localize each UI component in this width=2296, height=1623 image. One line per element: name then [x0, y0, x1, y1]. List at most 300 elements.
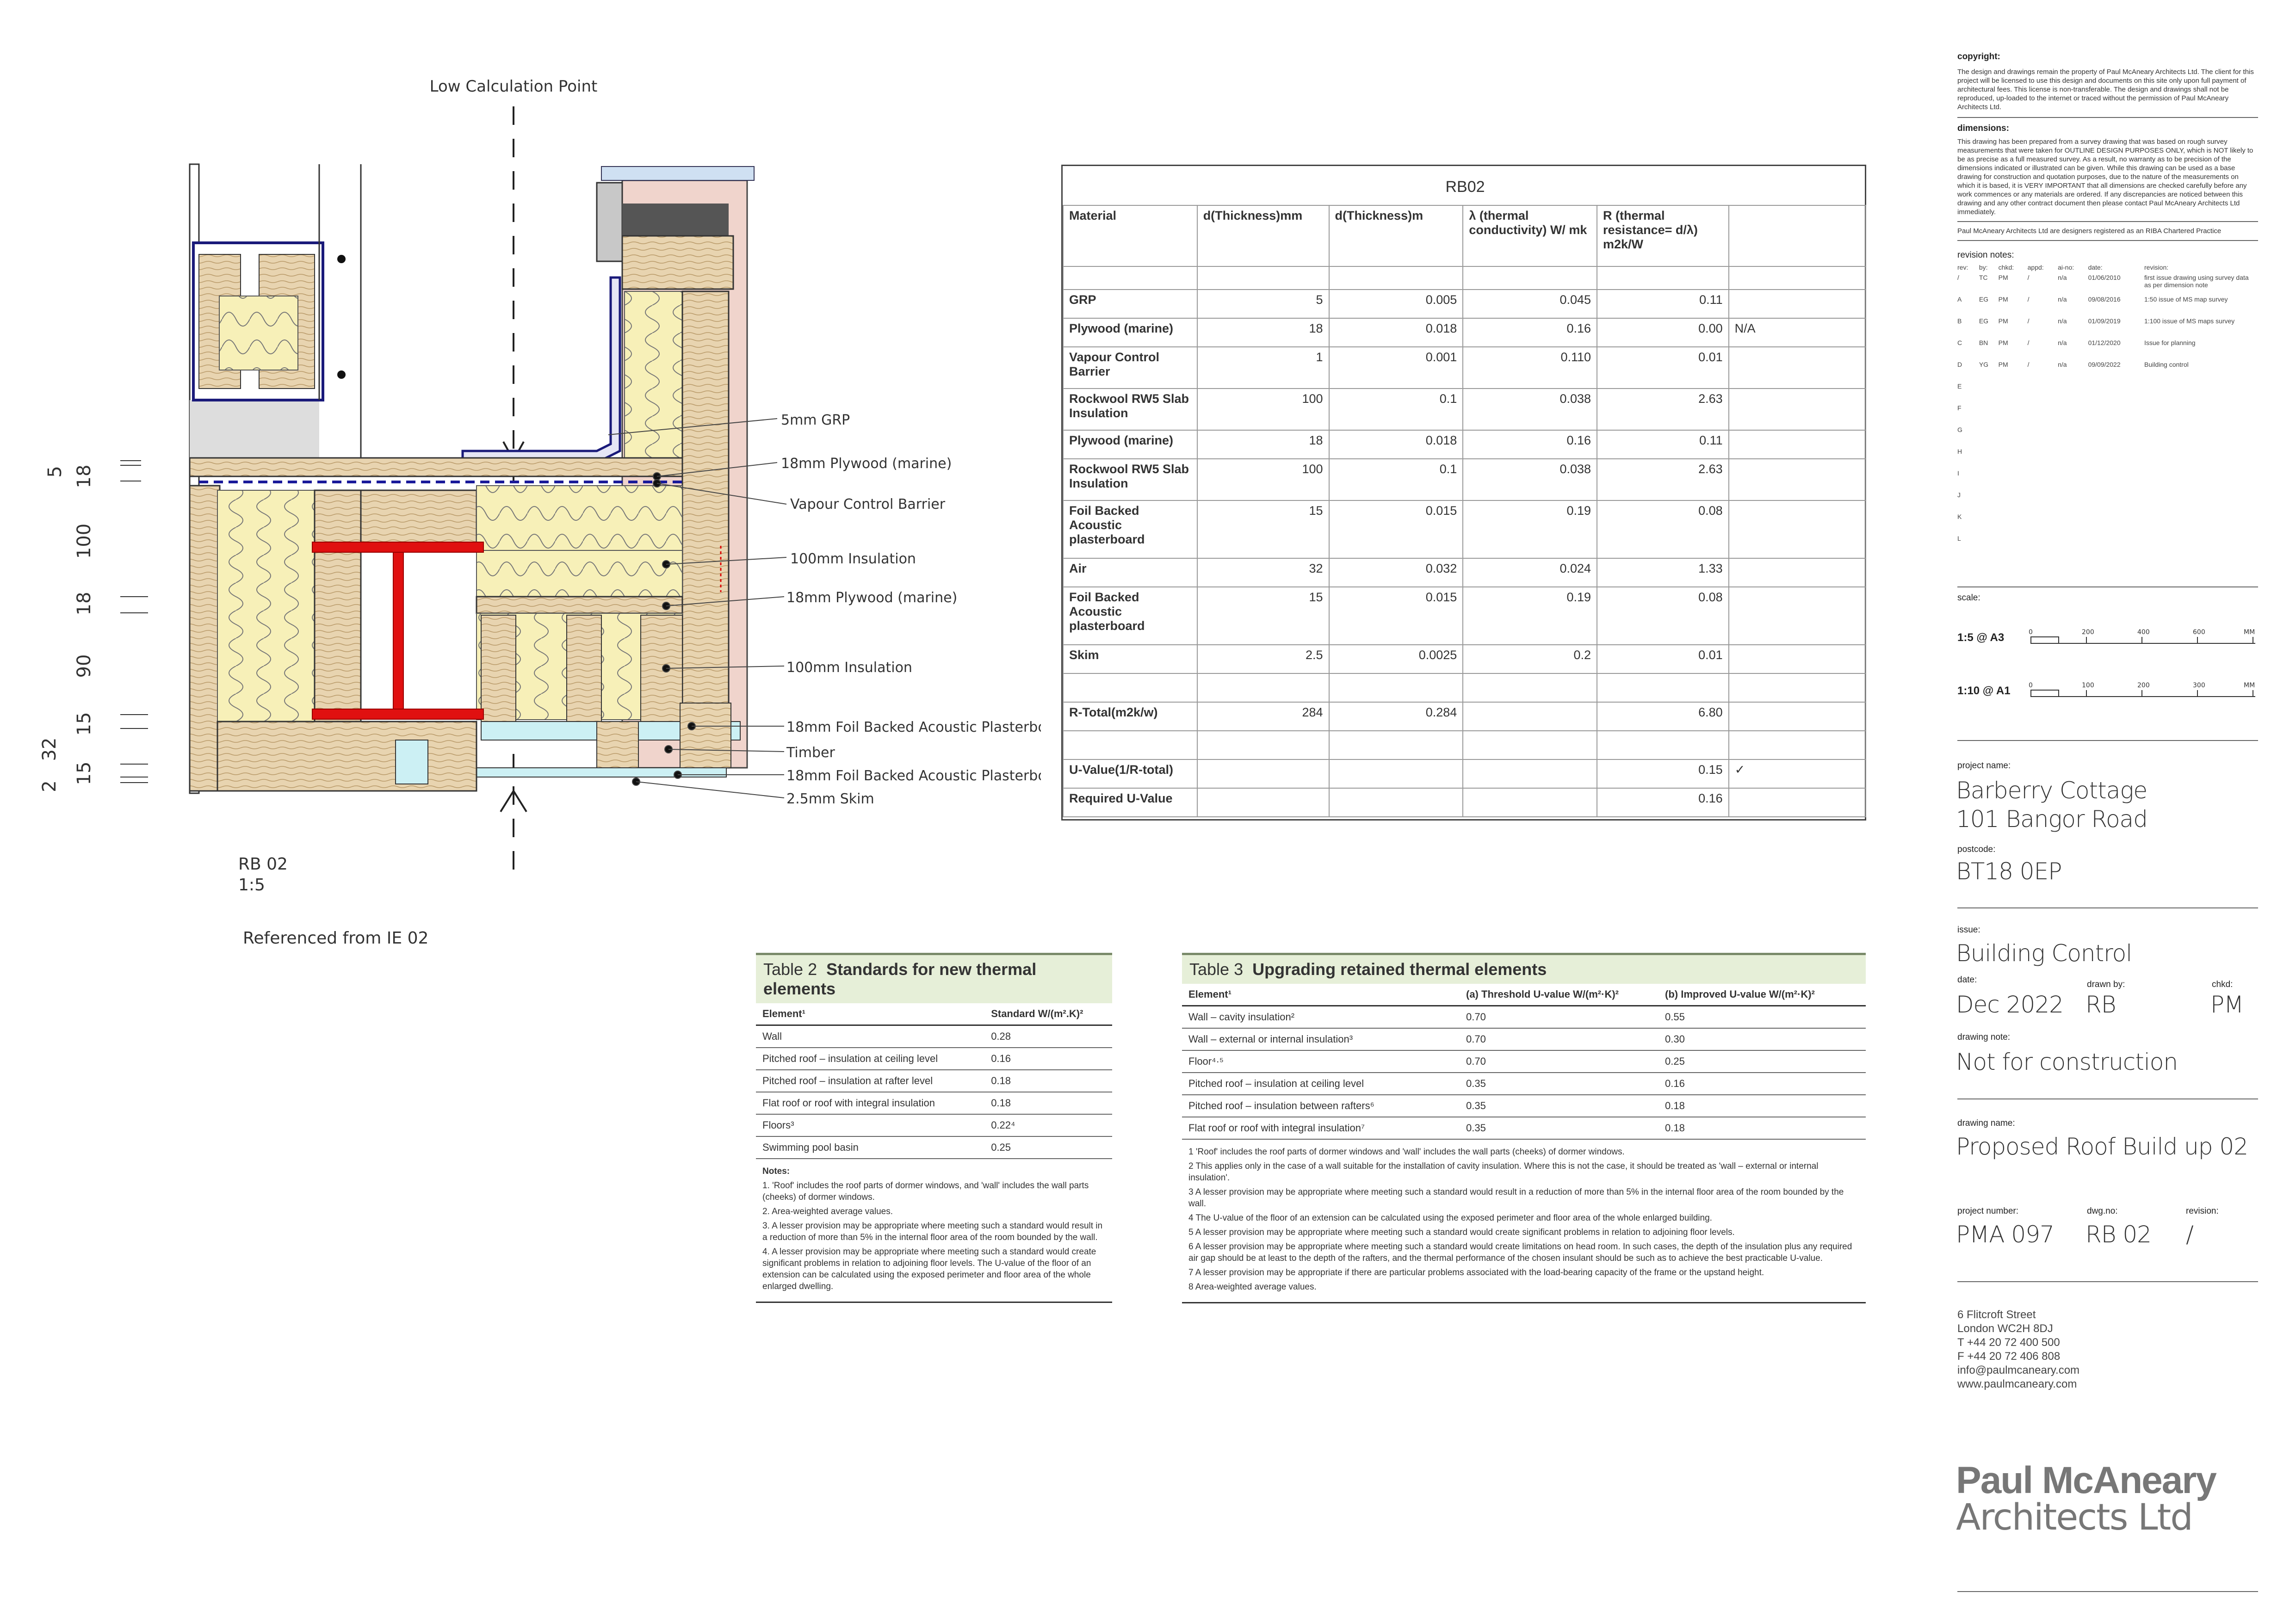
rb02-cell — [1329, 788, 1463, 817]
table2-notes — [756, 1159, 1112, 1299]
rb02-cell: Skim — [1063, 645, 1197, 673]
rb02-row — [1063, 702, 1866, 731]
revision-cell — [2088, 533, 2144, 555]
dim-32: 32 — [39, 737, 60, 761]
rb02-cell: 0.038 — [1463, 459, 1597, 500]
table2-grid — [756, 1003, 1112, 1159]
rb02-cell: 1.33 — [1597, 558, 1729, 587]
revision-cell: F — [1957, 404, 1962, 412]
table3-row — [1182, 1006, 1866, 1029]
revision-cell — [2058, 381, 2088, 403]
rb02-cell: 0.024 — [1463, 558, 1597, 587]
rb02-header-3: λ (thermal conductivity) W/ mk — [1463, 205, 1597, 266]
scale1-tick-3: 600 — [2193, 629, 2205, 636]
rb02-cell: 15 — [1197, 500, 1329, 558]
scale-bar-1 — [2026, 627, 2258, 654]
rb02-cell: 0.16 — [1463, 318, 1597, 347]
rb02-cell: Required U-Value — [1063, 788, 1197, 817]
label-plasterboard-1: 18mm Foil Backed Acoustic Plasterboard — [786, 719, 1041, 735]
revision-cell: / — [2027, 361, 2030, 368]
table2-col-element: Element¹ — [756, 1003, 984, 1025]
scale2-tick-4: MM — [2244, 682, 2255, 689]
rb02-cell: 0.19 — [1463, 500, 1597, 558]
label-vcb: Vapour Control Barrier — [790, 496, 946, 512]
revision-row — [1957, 381, 2258, 403]
rb02-cell: 2.63 — [1597, 459, 1729, 500]
rb02-cell: Rockwool RW5 Slab Insulation — [1063, 389, 1197, 430]
rb02-cell — [1063, 731, 1197, 759]
table3-row — [1182, 1095, 1866, 1117]
table3-cell: 0.55 — [1659, 1006, 1866, 1029]
rb02-cell: 0.01 — [1597, 645, 1729, 673]
table2-cell: Pitched roof – insulation at rafter level — [756, 1070, 984, 1092]
rb02-cell — [1729, 587, 1866, 645]
revision-cell — [1979, 403, 1999, 425]
address-block — [1957, 1308, 2079, 1391]
revision-cell: 01/12/2020 — [2088, 339, 2121, 346]
table2-title: Standards for new thermal elements — [763, 960, 1037, 998]
revision-cell — [2088, 490, 2144, 512]
table2-col-standard: Standard W/(m².K)² — [984, 1003, 1112, 1025]
revision-cell — [2028, 490, 2058, 512]
rb02-cell — [1729, 673, 1866, 702]
table2-row — [756, 1136, 1112, 1159]
rb02-cell — [1729, 558, 1866, 587]
revision-cell: B — [1957, 317, 1962, 325]
scale1-tick-4: MM — [2244, 629, 2255, 636]
revision-cell — [2058, 446, 2088, 468]
rb02-cell — [1597, 731, 1729, 759]
revision-cell — [2144, 490, 2258, 512]
date: Dec 2022 — [1956, 991, 2063, 1018]
revision-header: chkd: — [1998, 264, 2014, 271]
rb02-cell: 0.018 — [1329, 318, 1463, 347]
copyright-label: copyright: — [1957, 52, 2000, 62]
revision-cell — [1999, 381, 2028, 403]
table2-note: 2. Area-weighted average values. — [762, 1207, 893, 1216]
scale2-tick-2: 200 — [2137, 682, 2150, 689]
revision-cell: EG — [1979, 317, 1989, 325]
rb02-cell: 0.08 — [1597, 587, 1729, 645]
label-insulation-2: 100mm Insulation — [786, 660, 912, 676]
revision-cell — [2088, 512, 2144, 533]
scale2-tick-0: 0 — [2029, 682, 2033, 689]
rb02-cell: 0.19 — [1463, 587, 1597, 645]
revision-cell: 09/08/2016 — [2088, 296, 2121, 303]
rb02-row — [1063, 673, 1866, 702]
table2 — [756, 953, 1112, 1303]
table3-col-1: (a) Threshold U-value W/(m²·K)² — [1460, 984, 1659, 1006]
table3-row — [1182, 1117, 1866, 1139]
rb02-cell: 0.11 — [1597, 290, 1729, 318]
rb02-cell: U-Value(1/R-total) — [1063, 759, 1197, 788]
project-number-label: project number: — [1957, 1206, 2019, 1216]
table3-note: 5 A lesser provision may be appropriate where meeting such a standard would create significant problems in relation to adjoining floor levels. — [1188, 1228, 1735, 1237]
revision-cell: 1:100 issue of MS maps survey — [2144, 317, 2235, 325]
revision-cell: PM — [1998, 296, 2008, 303]
revision-cell — [2144, 512, 2258, 533]
rb02-header-4: R (thermal resistance= d/λ) m2k/W — [1597, 205, 1729, 266]
postcode-label: postcode: — [1957, 845, 1996, 854]
rb02-cell — [1463, 673, 1597, 702]
rb02-row — [1063, 645, 1866, 673]
revision-row — [1957, 272, 2258, 294]
table3-cell: Flat roof or roof with integral insulation⁷ — [1182, 1117, 1460, 1139]
revision-cell: E — [1957, 383, 1962, 390]
dim-5: 5 — [44, 466, 66, 478]
rb02-cell — [1729, 266, 1866, 290]
rb02-row — [1063, 759, 1866, 788]
drawing-scale: 1:5 — [238, 876, 265, 895]
revision-cell — [2028, 468, 2058, 490]
rb02-cell: 0.018 — [1329, 430, 1463, 459]
rb02-cell — [1463, 702, 1597, 731]
revision-cell: EG — [1979, 296, 1989, 303]
revision-cell — [1999, 446, 2028, 468]
table3-cell: Pitched roof – insulation between rafters⁶ — [1182, 1095, 1460, 1117]
address-line: 6 Flitcroft Street — [1957, 1308, 2036, 1321]
table3-cell: 0.70 — [1460, 1006, 1659, 1029]
revision-cell — [1999, 425, 2028, 446]
rb02-cell: 0.015 — [1329, 587, 1463, 645]
table3-note: 2 This applies only in the case of a wall suitable for the installation of cavity insulation. Where this is not the case, it should be treated as 'wall – external or internal insulation'. — [1188, 1161, 1819, 1183]
rb02-cell — [1597, 673, 1729, 702]
rb02-calc-table — [1061, 165, 1866, 821]
scale2-label: 1:10 @ A1 — [1957, 685, 2011, 697]
revision-row — [1957, 533, 2258, 555]
table2-row — [756, 1070, 1112, 1092]
rb02-cell: 100 — [1197, 389, 1329, 430]
rb02-cell — [1729, 788, 1866, 817]
table3-cell: Wall – cavity insulation² — [1182, 1006, 1460, 1029]
rb02-cell: 0.15 — [1597, 759, 1729, 788]
drawing-note: Not for construction — [1956, 1049, 2178, 1075]
rb02-cell: Vapour Control Barrier — [1063, 347, 1197, 389]
revision-cell: PM — [1998, 339, 2008, 346]
issue-label: issue: — [1957, 925, 1980, 935]
rb02-row — [1063, 500, 1866, 558]
revision-cell — [2088, 403, 2144, 425]
table2-cell: Pitched roof – insulation at ceiling level — [756, 1048, 984, 1070]
revision-cell — [1999, 403, 2028, 425]
revision-cell: K — [1957, 513, 1962, 520]
table2-cell: Wall — [756, 1025, 984, 1048]
rb02-cell — [1329, 731, 1463, 759]
rb02-cell — [1729, 500, 1866, 558]
table3-cell: Pitched roof – insulation at ceiling level — [1182, 1073, 1460, 1095]
table2-cell: 0.16 — [984, 1048, 1112, 1070]
address-line: London WC2H 8DJ — [1957, 1322, 2053, 1335]
table3-cell: 0.16 — [1659, 1073, 1866, 1095]
revision-cell — [2028, 381, 2058, 403]
revision-cell — [2058, 490, 2088, 512]
table3-note: 3 A lesser provision may be appropriate where meeting such a standard would result in a reduction of more than 5% in the internal floor area of the room bounded by the wall. — [1188, 1187, 1844, 1209]
chkd-label: chkd: — [2212, 980, 2233, 989]
rb02-row — [1063, 318, 1866, 347]
rb02-cell: 1 — [1197, 347, 1329, 389]
scale-label: scale: — [1957, 593, 1980, 603]
revision-cell — [1999, 533, 2028, 555]
address-line: info@paulmcaneary.com — [1957, 1364, 2080, 1376]
table2-cell: 0.28 — [984, 1025, 1112, 1048]
rb02-cell — [1063, 673, 1197, 702]
rb02-cell — [1729, 702, 1866, 731]
rb02-cell — [1729, 290, 1866, 318]
table3-num: Table 3 — [1189, 960, 1244, 979]
project-name-1: Barberry Cottage — [1956, 777, 2147, 804]
rb02-cell: 0.16 — [1463, 430, 1597, 459]
rb02-cell: GRP — [1063, 290, 1197, 318]
rb02-cell: 0.1 — [1329, 459, 1463, 500]
roof-section-svg — [0, 0, 1041, 994]
rb02-row — [1063, 389, 1866, 430]
revision-header: rev: — [1957, 264, 1968, 271]
rb02-cell — [1329, 673, 1463, 702]
rb02-row — [1063, 459, 1866, 500]
dwg-no-label: dwg.no: — [2087, 1206, 2118, 1216]
table3-col-2: (b) Improved U-value W/(m²·K)² — [1659, 984, 1866, 1006]
table3-row — [1182, 1050, 1866, 1073]
rb02-cell — [1463, 788, 1597, 817]
table2-row — [756, 1092, 1112, 1114]
rb02-cell — [1729, 430, 1866, 459]
revision-row — [1957, 316, 2258, 338]
revision-cell: H — [1957, 448, 1962, 455]
revision-cell: BN — [1979, 339, 1988, 346]
revision-row — [1957, 425, 2258, 446]
revision-header: appd: — [2027, 264, 2044, 271]
table3-cell: 0.70 — [1460, 1050, 1659, 1073]
rb02-cell: 0.00 — [1597, 318, 1729, 347]
table3-cell: 0.18 — [1659, 1117, 1866, 1139]
revision-cell: D — [1957, 361, 1962, 368]
rb02-cell — [1729, 459, 1866, 500]
revision-cell — [2028, 425, 2058, 446]
revision-row — [1957, 446, 2258, 468]
table3-cell: 0.30 — [1659, 1028, 1866, 1050]
calc-point-label: Low Calculation Point — [429, 77, 598, 96]
revision-cell: YG — [1979, 361, 1989, 368]
revision-cell: G — [1957, 426, 1962, 433]
dim-90: 90 — [74, 654, 95, 678]
rb02-cell — [1597, 266, 1729, 290]
rb02-grid — [1063, 205, 1866, 817]
revision-cell: Issue for planning — [2144, 339, 2196, 346]
table2-cell: Flat roof or roof with integral insulation — [756, 1092, 984, 1114]
revision-cell: I — [1957, 469, 1959, 477]
rb02-row — [1063, 347, 1866, 389]
rb02-row — [1063, 731, 1866, 759]
chkd: PM — [2210, 991, 2244, 1018]
table3-cell: 0.70 — [1460, 1028, 1659, 1050]
rb02-row — [1063, 430, 1866, 459]
revision-row — [1957, 359, 2258, 381]
revision-cell — [2028, 446, 2058, 468]
revision-cell — [2144, 403, 2258, 425]
scale2-tick-1: 100 — [2082, 682, 2094, 689]
revision-cell: 01/09/2019 — [2088, 317, 2121, 325]
label-insulation-1: 100mm Insulation — [790, 551, 916, 567]
riba-note: Paul McAneary Architects Ltd are designers registered as an RIBA Chartered Practice — [1957, 227, 2222, 235]
project-name-2: 101 Bangor Road — [1956, 806, 2147, 833]
revision-cell — [2144, 533, 2258, 555]
address-line: T +44 20 72 400 500 — [1957, 1336, 2060, 1349]
revision-cell — [1999, 468, 2028, 490]
note-label: drawing note: — [1957, 1032, 2011, 1042]
rb02-cell: 0.16 — [1597, 788, 1729, 817]
rb02-cell — [1329, 266, 1463, 290]
revision-cell: PM — [1998, 317, 2008, 325]
revision-cell: PM — [1998, 274, 2008, 281]
rb02-cell — [1729, 731, 1866, 759]
revision-cell: / — [1957, 274, 1959, 281]
logo — [1956, 1459, 2216, 1538]
dim-15a: 15 — [74, 712, 95, 736]
logo-line-2: Architects Ltd — [1956, 1497, 2192, 1538]
revision-cell — [2144, 468, 2258, 490]
revision-label: revision: — [2186, 1206, 2219, 1216]
scale1-tick-2: 400 — [2137, 629, 2150, 636]
rb02-cell — [1729, 645, 1866, 673]
table3-col-0: Element¹ — [1182, 984, 1460, 1006]
rb02-cell: 0.005 — [1329, 290, 1463, 318]
revision-cell — [2058, 533, 2088, 555]
logo-line-1: Paul McAneary — [1956, 1459, 2216, 1501]
revision-cell — [2144, 446, 2258, 468]
revision-cell: C — [1957, 339, 1962, 346]
scale1-tick-0: 0 — [2029, 629, 2033, 636]
rb02-cell — [1729, 347, 1866, 389]
rb02-cell — [1063, 266, 1197, 290]
dimensions-label: dimensions: — [1957, 123, 2009, 133]
table3-note: 1 'Roof' includes the roof parts of dormer windows and 'wall' includes the wall parts (cheeks) of dormer windows. — [1188, 1147, 1625, 1157]
rb02-cell: 32 — [1197, 558, 1329, 587]
rb02-cell: 5 — [1197, 290, 1329, 318]
rb02-cell — [1197, 759, 1329, 788]
title-block — [1957, 52, 2258, 555]
revision-cell — [2088, 425, 2144, 446]
dimensions-text: This drawing has been prepared from a survey drawing that was based on rough survey measurements that were taken for OUTLINE DESIGN PURPOSES ONLY, which is NOT likely to be as precise as a full measured survey. As a result, no warranty as to be precision of the dimensions indicated or illustrated can be given. While this drawing can be used as a base drawing for construction and quotation purposes, due to the nature of the measurements on which it is based, it is VERY IMPORTANT that all dimensions are checked carefully before any work commences or any materials are ordered. If any discrepancies are noticed between this drawing and any other contract document then please contact Paul McAneary Architects Ltd immediately. — [1957, 138, 2253, 216]
table2-row — [756, 1025, 1112, 1048]
rb02-cell: Air — [1063, 558, 1197, 587]
table3-note: 7 A lesser provision may be appropriate if there are particular problems associated with the load-bearing capacity of the frame or the upstand height. — [1188, 1268, 1764, 1277]
rb02-row — [1063, 290, 1866, 318]
table2-cell: 0.22⁴ — [984, 1114, 1112, 1136]
revision-cell — [2028, 512, 2058, 533]
label-skim: 2.5mm Skim — [786, 791, 874, 807]
rb02-cell: 0.032 — [1329, 558, 1463, 587]
copyright-text: The design and drawings remain the property of Paul McAneary Architects Ltd. The client for this project will be licensed to use this design and documents on this site only upon full payment of architectural fees. This license is non-transferable. The design and drawings shall not be reproduced, up-loaded to the internet or traced without the permission of Paul McAneary Architects Ltd. — [1957, 68, 2254, 111]
rb02-cell: 0.0025 — [1329, 645, 1463, 673]
dim-100: 100 — [74, 523, 95, 559]
table2-cell: 0.18 — [984, 1092, 1112, 1114]
table2-cell: Floors³ — [756, 1114, 984, 1136]
table3-cell: Floor⁴·⁵ — [1182, 1050, 1460, 1073]
table2-row — [756, 1114, 1112, 1136]
revision-cell: 09/09/2022 — [2088, 361, 2121, 368]
rb02-header-1: d(Thickness)mm — [1197, 205, 1329, 266]
table3-cell: 0.35 — [1460, 1073, 1659, 1095]
revision-cell — [2058, 403, 2088, 425]
rb02-cell: Foil Backed Acoustic plasterboard — [1063, 500, 1197, 558]
rb02-cell: Rockwool RW5 Slab Insulation — [1063, 459, 1197, 500]
rb02-cell — [1463, 731, 1597, 759]
revision-cell: first issue drawing using survey data as per dimension note — [2144, 274, 2249, 289]
table3-row — [1182, 1028, 1866, 1050]
rb02-row — [1063, 558, 1866, 587]
revision-cell — [2058, 425, 2088, 446]
postcode: BT18 0EP — [1956, 858, 2062, 885]
rb02-cell: 0.2 — [1463, 645, 1597, 673]
revision-header: date: — [2088, 264, 2103, 271]
revision-cell — [2088, 468, 2144, 490]
revision-header: ai-no: — [2058, 264, 2074, 271]
table2-note: 1. 'Roof' includes the roof parts of dormer windows, and 'wall' includes the wall parts (cheeks) of dormer windows. — [762, 1181, 1089, 1202]
revision-cell: / — [2027, 339, 2030, 346]
rb02-cell — [1197, 266, 1329, 290]
table3-cell: 0.35 — [1460, 1117, 1659, 1139]
revision-cell: J — [1957, 491, 1961, 499]
rb02-cell: Plywood (marine) — [1063, 430, 1197, 459]
rb02-cell — [1729, 389, 1866, 430]
revision-cell: / — [2027, 274, 2030, 281]
revision-cell — [1979, 490, 1999, 512]
rb02-cell: R-Total(m2k/w) — [1063, 702, 1197, 731]
rb02-cell: 18 — [1197, 318, 1329, 347]
rb02-row — [1063, 266, 1866, 290]
rb02-cell: 2.5 — [1197, 645, 1329, 673]
revision: / — [2186, 1221, 2193, 1248]
table3-cell: 0.25 — [1659, 1050, 1866, 1073]
label-grp: 5mm GRP — [781, 412, 850, 428]
label-plywood-2: 18mm Plywood (marine) — [786, 590, 958, 606]
table2-notes-label: Notes: — [762, 1166, 790, 1176]
dim-18b: 18 — [74, 592, 95, 616]
revision-cell — [1979, 446, 1999, 468]
rb02-row — [1063, 788, 1866, 817]
revision-cell: / — [2027, 296, 2030, 303]
revision-cell — [2058, 512, 2088, 533]
label-timber: Timber — [786, 745, 835, 761]
rb02-cell — [1329, 759, 1463, 788]
table2-row — [756, 1048, 1112, 1070]
rb02-cell: 0.038 — [1463, 389, 1597, 430]
rb02-cell — [1463, 759, 1597, 788]
table3-row — [1182, 1073, 1866, 1095]
table2-cell: 0.25 — [984, 1136, 1112, 1159]
revision-header: by: — [1979, 264, 1988, 271]
table3-note: 6 A lesser provision may be appropriate where meeting such a standard would create limitations on head room. In such cases, the depth of the insulation plus any required air gap should be at least to the depth of the rafters, and the thermal performance of the chosen insulant should be such as to achieve the best practicable U-value. — [1188, 1242, 1852, 1263]
table3-cell: 0.18 — [1659, 1095, 1866, 1117]
rb02-cell: 15 — [1197, 587, 1329, 645]
scale1-label: 1:5 @ A3 — [1957, 631, 2005, 644]
revision-cell: L — [1957, 535, 1961, 542]
label-plywood-1: 18mm Plywood (marine) — [781, 456, 952, 472]
revision-cell — [1999, 512, 2028, 533]
rb02-cell: 2.63 — [1597, 389, 1729, 430]
drawn-label: drawn by: — [2087, 980, 2125, 989]
revision-cell — [1999, 490, 2028, 512]
dim-18a: 18 — [74, 464, 95, 488]
rb02-cell: 0.110 — [1463, 347, 1597, 389]
revision-row — [1957, 512, 2258, 533]
table3-cell: Wall – external or internal insulation³ — [1182, 1028, 1460, 1050]
revision-cell: 1:50 issue of MS map survey — [2144, 296, 2228, 303]
dim-15b: 15 — [74, 761, 95, 785]
label-plasterboard-2: 18mm Foil Backed Acoustic Plasterboard — [786, 768, 1041, 784]
table3-notes — [1182, 1140, 1866, 1299]
rb02-cell: 0.11 — [1597, 430, 1729, 459]
